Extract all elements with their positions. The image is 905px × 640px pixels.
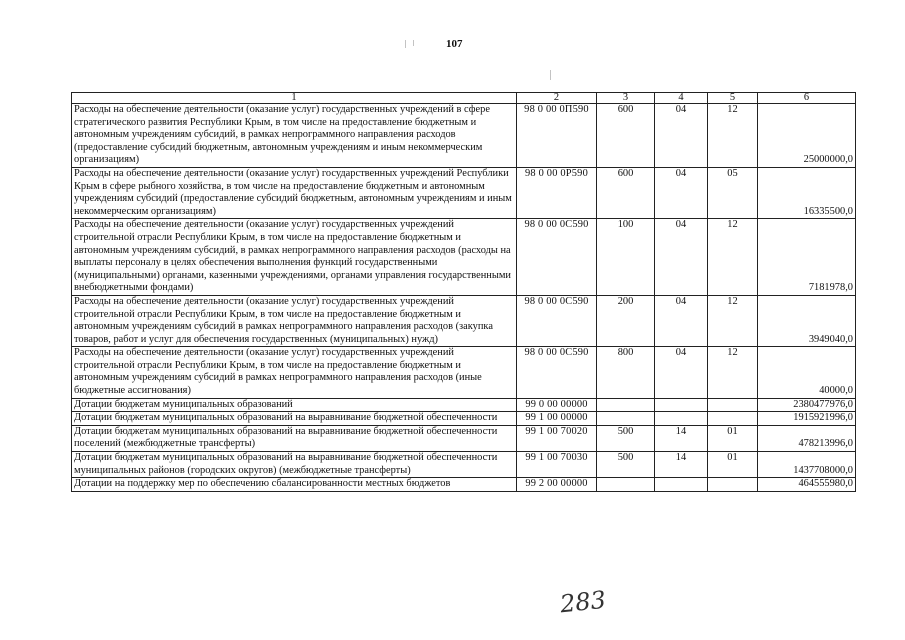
row-target-code: 99 1 00 70020 xyxy=(517,425,597,451)
row-description: Дотации бюджетам муниципальных образований на выравнивание бюджетной обеспеченности поселений (межбюджетные трансферты) xyxy=(72,425,517,451)
row-section: 14 xyxy=(655,425,708,451)
row-description: Расходы на обеспечение деятельности (оказание услуг) государственных учреждений строительной отрасли Республики Крым, в том числе на предоставление бюджетным и автономным учреждениям субсидий в рамках непрограммного направления расходов (иные бюджетные ассигнования) xyxy=(72,347,517,398)
row-section: 04 xyxy=(655,219,708,296)
row-description: Расходы на обеспечение деятельности (оказание услуг) государственных учреждений строительной отрасли Республики Крым, в том числе на предоставление бюджетным и автономным учреждениям субсидий в рамках непрограммного направления расходов (закупка товаров, работ и услуг для обеспечения государственных (муниципальных) нужд) xyxy=(72,295,517,346)
table-row xyxy=(72,425,856,451)
row-target-code: 99 1 00 70030 xyxy=(517,452,597,478)
row-subsection: 12 xyxy=(708,347,758,398)
row-section xyxy=(655,412,708,426)
row-expense-type xyxy=(597,398,655,412)
row-description: Расходы на обеспечение деятельности (оказание услуг) государственных учреждений в сфере стратегического развития Республики Крым, в том числе на предоставление бюджетным и автономным учреждениям субсидий, в рамках непрограммного направления расходов (предоставление субсидий бюджетным, автономным учреждениям и иным некоммерческим организациям) xyxy=(72,104,517,168)
row-subsection: 01 xyxy=(708,425,758,451)
column-header: 6 xyxy=(758,93,856,104)
table-row xyxy=(72,295,856,346)
row-description: Расходы на обеспечение деятельности (оказание услуг) государственных учреждений Республики Крым в сфере рыбного хозяйства, в том числе на предоставление бюджетным и автономным учреждениям субсидий (предоставление субсидий бюджетным, автономным учреждениям и иным некоммерческим организациям) xyxy=(72,167,517,218)
column-header: 4 xyxy=(655,93,708,104)
row-amount: 7181978,0 xyxy=(758,219,856,296)
row-description: Дотации бюджетам муниципальных образований xyxy=(72,398,517,412)
row-amount: 16335500,0 xyxy=(758,167,856,218)
row-target-code: 99 2 00 00000 xyxy=(517,478,597,492)
row-section: 14 xyxy=(655,452,708,478)
row-expense-type: 600 xyxy=(597,104,655,168)
row-section: 04 xyxy=(655,295,708,346)
row-amount: 3949040,0 xyxy=(758,295,856,346)
row-expense-type xyxy=(597,412,655,426)
row-amount: 25000000,0 xyxy=(758,104,856,168)
row-section: 04 xyxy=(655,347,708,398)
row-expense-type: 800 xyxy=(597,347,655,398)
handwritten-page-note: 283 xyxy=(558,585,608,619)
column-header: 5 xyxy=(708,93,758,104)
table-row xyxy=(72,452,856,478)
row-expense-type xyxy=(597,478,655,492)
row-subsection: 05 xyxy=(708,167,758,218)
column-header: 2 xyxy=(517,93,597,104)
row-section: 04 xyxy=(655,167,708,218)
row-target-code: 99 0 00 00000 xyxy=(517,398,597,412)
row-subsection: 12 xyxy=(708,219,758,296)
row-description: Дотации бюджетам муниципальных образований на выравнивание бюджетной обеспеченности муниципальных районов (городских округов) (межбюджетные трансферты) xyxy=(72,452,517,478)
table-row xyxy=(72,412,856,426)
row-amount: 1437708000,0 xyxy=(758,452,856,478)
row-target-code: 98 0 00 0П590 xyxy=(517,104,597,168)
table-header-row xyxy=(72,93,856,104)
budget-table xyxy=(71,92,856,492)
row-amount: 2380477976,0 xyxy=(758,398,856,412)
row-amount: 478213996,0 xyxy=(758,425,856,451)
scan-artifact xyxy=(405,40,406,48)
row-expense-type: 500 xyxy=(597,452,655,478)
table-row xyxy=(72,104,856,168)
table-body xyxy=(72,93,856,492)
table-row xyxy=(72,478,856,492)
row-description: Расходы на обеспечение деятельности (оказание услуг) государственных учреждений строительной отрасли Республики Крым, в том числе на предоставление бюджетным и автономным учреждениям субсидий, в рамках непрограммного направления расходов (расходы на выплаты персоналу в целях обеспечения выполнения функций государственными (муниципальными) органами, казенными учреждениями, органами управления государственными внебюджетными фондами) xyxy=(72,219,517,296)
table-row xyxy=(72,347,856,398)
row-description: Дотации на поддержку мер по обеспечению сбалансированности местных бюджетов xyxy=(72,478,517,492)
row-target-code: 98 0 00 0С590 xyxy=(517,295,597,346)
row-target-code: 99 1 00 00000 xyxy=(517,412,597,426)
row-description: Дотации бюджетам муниципальных образований на выравнивание бюджетной обеспеченности xyxy=(72,412,517,426)
column-header: 1 xyxy=(72,93,517,104)
row-section xyxy=(655,398,708,412)
scan-artifact xyxy=(550,70,551,80)
row-amount: 1915921996,0 xyxy=(758,412,856,426)
row-subsection xyxy=(708,412,758,426)
column-header: 3 xyxy=(597,93,655,104)
page-number: 107 xyxy=(446,38,463,50)
row-section: 04 xyxy=(655,104,708,168)
row-amount: 464555980,0 xyxy=(758,478,856,492)
row-expense-type: 100 xyxy=(597,219,655,296)
row-subsection: 01 xyxy=(708,452,758,478)
row-target-code: 98 0 00 0С590 xyxy=(517,347,597,398)
table-row xyxy=(72,219,856,296)
table-row xyxy=(72,167,856,218)
row-subsection: 12 xyxy=(708,295,758,346)
row-target-code: 98 0 00 0С590 xyxy=(517,219,597,296)
row-subsection xyxy=(708,398,758,412)
row-subsection xyxy=(708,478,758,492)
row-section xyxy=(655,478,708,492)
row-target-code: 98 0 00 0Р590 xyxy=(517,167,597,218)
row-expense-type: 500 xyxy=(597,425,655,451)
row-amount: 40000,0 xyxy=(758,347,856,398)
row-subsection: 12 xyxy=(708,104,758,168)
table-row xyxy=(72,398,856,412)
row-expense-type: 200 xyxy=(597,295,655,346)
scan-artifact xyxy=(413,40,414,46)
row-expense-type: 600 xyxy=(597,167,655,218)
